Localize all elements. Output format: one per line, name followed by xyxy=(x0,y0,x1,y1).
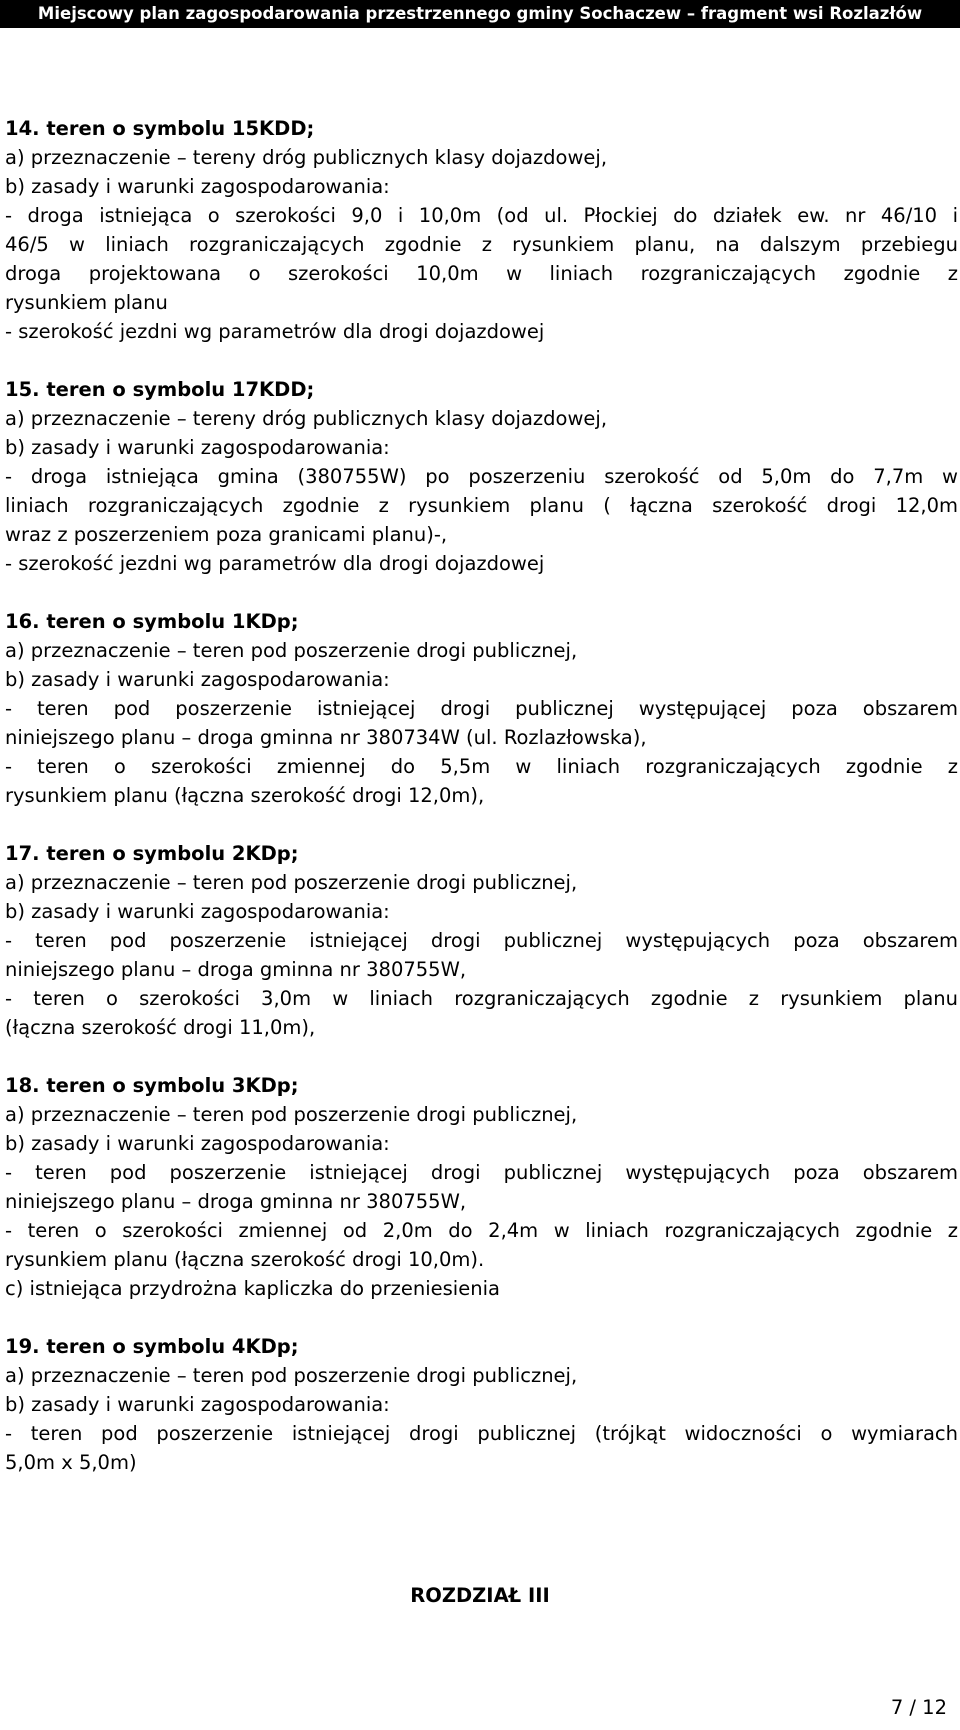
paragraph-line: b) zasady i warunki zagospodarowania: xyxy=(5,175,390,198)
section-17 xyxy=(5,839,958,1042)
paragraph-line: niniejszego planu – droga gminna nr 380755W, xyxy=(5,958,467,981)
section-19 xyxy=(5,1332,958,1477)
section-14 xyxy=(5,114,958,346)
paragraph-line: - teren pod poszerzenie istniejącej drogi publicznej (trójkąt widoczności o wymiarach xyxy=(5,1422,958,1445)
paragraph-line: rysunkiem planu (łączna szerokość drogi 10,0m). xyxy=(5,1248,485,1271)
paragraph-line: - szerokość jezdni wg parametrów dla drogi dojazdowej xyxy=(5,552,545,575)
page-number: 7 / 12 xyxy=(890,1696,947,1719)
paragraph-line: b) zasady i warunki zagospodarowania: xyxy=(5,436,390,459)
section-title: 14. teren o symbolu 15KDD; xyxy=(5,117,315,140)
paragraph-line: - teren o szerokości 3,0m w liniach rozgraniczających zgodnie z rysunkiem planu xyxy=(5,987,958,1010)
section-16 xyxy=(5,607,958,810)
paragraph-line: a) przeznaczenie – teren pod poszerzenie drogi publicznej, xyxy=(5,639,578,662)
document-body xyxy=(5,114,958,1506)
paragraph-line: c) istniejąca przydrożna kapliczka do przeniesienia xyxy=(5,1277,500,1300)
paragraph-line: a) przeznaczenie – tereny dróg publicznych klasy dojazdowej, xyxy=(5,407,608,430)
section-title: 17. teren o symbolu 2KDp; xyxy=(5,842,299,865)
paragraph-line: niniejszego planu – droga gminna nr 380734W (ul. Rozlazłowska), xyxy=(5,726,647,749)
paragraph-line: droga projektowana o szerokości 10,0m w liniach rozgraniczających zgodnie z xyxy=(5,262,958,285)
paragraph-line: b) zasady i warunki zagospodarowania: xyxy=(5,900,390,923)
section-title: 15. teren o symbolu 17KDD; xyxy=(5,378,315,401)
paragraph-line: 5,0m x 5,0m) xyxy=(5,1451,137,1474)
paragraph-line: a) przeznaczenie – teren pod poszerzenie drogi publicznej, xyxy=(5,871,578,894)
paragraph-line: b) zasady i warunki zagospodarowania: xyxy=(5,668,390,691)
section-15 xyxy=(5,375,958,578)
section-title: 19. teren o symbolu 4KDp; xyxy=(5,1335,299,1358)
section-title: 18. teren o symbolu 3KDp; xyxy=(5,1074,299,1097)
paragraph-line: (łączna szerokość drogi 11,0m), xyxy=(5,1016,316,1039)
paragraph-line: - teren pod poszerzenie istniejącej drogi publicznej występujących poza obszarem xyxy=(5,1161,958,1184)
section-18 xyxy=(5,1071,958,1303)
paragraph-line: rysunkiem planu xyxy=(5,291,168,314)
chapter-heading: ROZDZIAŁ III xyxy=(410,1584,550,1607)
paragraph-line: wraz z poszerzeniem poza granicami planu)-, xyxy=(5,523,448,546)
paragraph-line: niniejszego planu – droga gminna nr 380755W, xyxy=(5,1190,467,1213)
paragraph-line: 46/5 w liniach rozgraniczających zgodnie z rysunkiem planu, na dalszym przebiegu xyxy=(5,233,958,256)
paragraph-line: b) zasady i warunki zagospodarowania: xyxy=(5,1393,390,1416)
paragraph-line: a) przeznaczenie – teren pod poszerzenie drogi publicznej, xyxy=(5,1103,578,1126)
section-title: 16. teren o symbolu 1KDp; xyxy=(5,610,299,633)
paragraph-line: - droga istniejąca gmina (380755W) po poszerzeniu szerokość od 5,0m do 7,7m w xyxy=(5,465,958,488)
paragraph-line: - teren pod poszerzenie istniejącej drogi publicznej występującej poza obszarem xyxy=(5,697,958,720)
paragraph-line: - teren o szerokości zmiennej do 5,5m w liniach rozgraniczających zgodnie z xyxy=(5,755,958,778)
paragraph-line: b) zasady i warunki zagospodarowania: xyxy=(5,1132,390,1155)
paragraph-line: a) przeznaczenie – tereny dróg publicznych klasy dojazdowej, xyxy=(5,146,608,169)
paragraph-line: - droga istniejąca o szerokości 9,0 i 10,0m (od ul. Płockiej do działek ew. nr 46/10 i xyxy=(5,204,958,227)
paragraph-line: liniach rozgraniczających zgodnie z rysunkiem planu ( łączna szerokość drogi 12,0m xyxy=(5,494,958,517)
paragraph-line: a) przeznaczenie – teren pod poszerzenie drogi publicznej, xyxy=(5,1364,578,1387)
paragraph-line: - szerokość jezdni wg parametrów dla drogi dojazdowej xyxy=(5,320,545,343)
document-header: Miejscowy plan zagospodarowania przestrzennego gminy Sochaczew – fragment wsi Rozlazłów xyxy=(0,0,960,28)
paragraph-line: - teren o szerokości zmiennej od 2,0m do 2,4m w liniach rozgraniczających zgodnie z xyxy=(5,1219,958,1242)
paragraph-line: rysunkiem planu (łączna szerokość drogi 12,0m), xyxy=(5,784,485,807)
paragraph-line: - teren pod poszerzenie istniejącej drogi publicznej występujących poza obszarem xyxy=(5,929,958,952)
